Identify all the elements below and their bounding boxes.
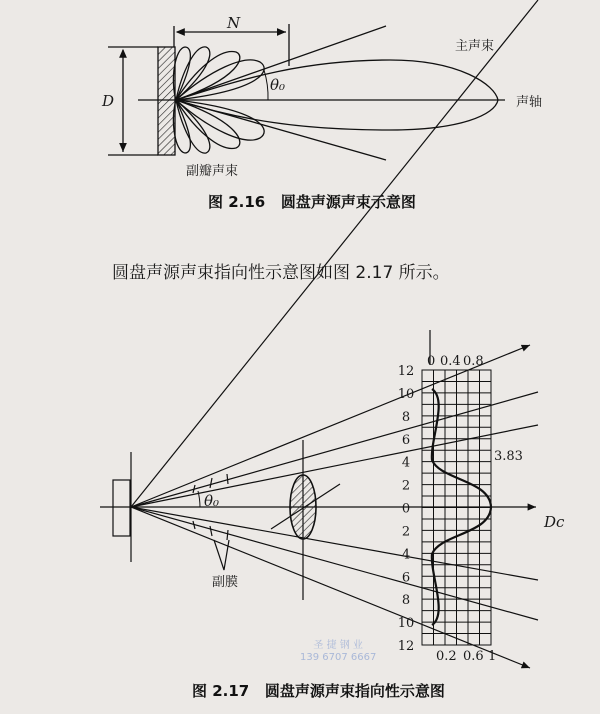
watermark: 圣 捷 钢 业 139 6707 6667 (300, 640, 377, 663)
label-D: D (102, 92, 115, 110)
label-main-beam: 主声束 (455, 39, 495, 54)
transducer-disc (158, 47, 175, 155)
label-acoustic-axis: 声轴 (516, 95, 543, 110)
left-scale-tick: 4 (401, 455, 411, 471)
svg-text:0.6: 0.6 (463, 649, 484, 664)
label-theta0: θ₀ (270, 76, 286, 94)
left-scale-tick: 4 (401, 547, 411, 563)
caption-figure-2-16: 图 2.16 圆盘声源声束示意图 (208, 193, 416, 211)
left-scale-tick: 12 (397, 364, 415, 379)
left-scale-tick: 2 (401, 524, 411, 540)
label-side-lobes: 副瓣声束 (186, 164, 239, 179)
main-lobe (176, 60, 498, 130)
caption-figure-2-17: 图 2.17 圆盘声源声束指向性示意图 (192, 682, 445, 700)
svg-text:1: 1 (488, 649, 497, 664)
svg-text:0.4: 0.4 (440, 354, 461, 369)
left-scale-tick: 8 (401, 409, 411, 425)
svg-text:0.2: 0.2 (436, 649, 457, 664)
left-scale-tick: 10 (397, 386, 415, 402)
label-theta0-2: θ₀ (204, 492, 220, 510)
paragraph-text: 圆盘声源声束指向性示意图如图 2.17 所示。 (112, 263, 450, 283)
label-side-membrane: 副膜 (212, 575, 239, 590)
svg-text:0: 0 (427, 354, 436, 369)
top-scale (427, 354, 484, 369)
left-scale-tick: 10 (397, 616, 415, 632)
svg-text:0.8: 0.8 (463, 354, 484, 369)
label-N: N (227, 14, 241, 32)
bottom-scale (436, 649, 496, 664)
left-scale-tick: 12 (397, 639, 415, 654)
transducer-block (113, 480, 130, 536)
label-3-83: 3.83 (494, 449, 523, 464)
left-scale-tick: 8 (401, 593, 411, 609)
left-scale (398, 364, 415, 654)
left-scale-tick: 6 (401, 432, 411, 448)
left-scale-tick: 2 (401, 478, 411, 494)
label-Dc: Dc (544, 513, 565, 531)
beam-cross-section (290, 475, 316, 539)
left-scale-tick: 6 (401, 570, 411, 586)
left-scale-tick: 0 (401, 501, 411, 517)
figure-2-16 (108, 24, 505, 160)
